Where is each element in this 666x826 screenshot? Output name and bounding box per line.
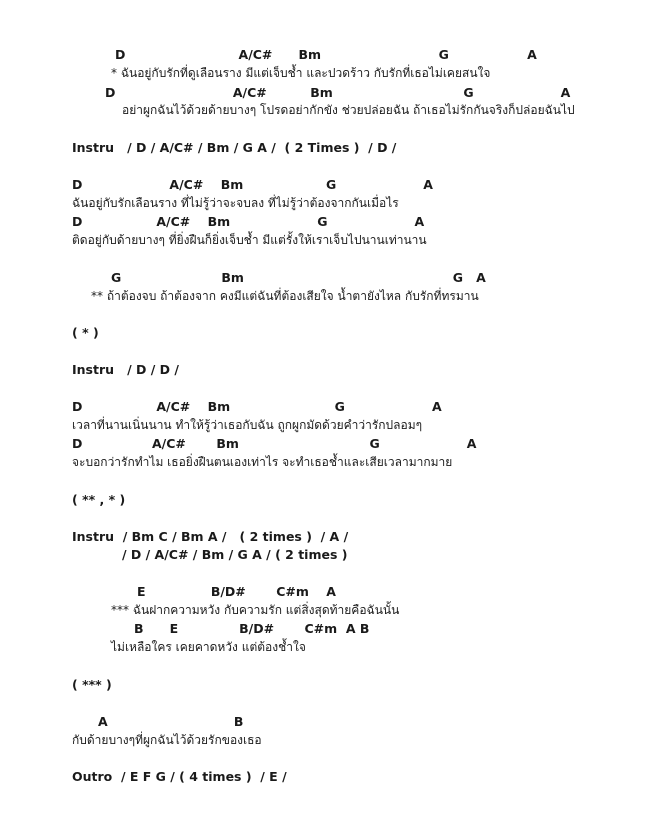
- intro-lyric-line-2: อย่าผูกฉันไว้ด้วยด้ายบางๆ โปรดอย่ากักขัง ช่วยปล่อยฉัน ถ้าเธอไม่รักกันจริงก็ปล่อยฉันไป: [122, 103, 575, 117]
- verse2-lyric-line-2: จะบอกว่ารักทำไม เธอยิ่งฝืนตนเองเท่าไร จะทำเธอช้ำและเสียเวลามากมาย: [72, 455, 453, 469]
- repeat-marker-2: ( ** , * ): [72, 492, 126, 507]
- repeat-marker-1: ( * ): [72, 325, 99, 340]
- verse1-chords-line: D A/C# Bm G A: [72, 177, 433, 192]
- verse1-chords-line-2: D A/C# Bm G A: [72, 214, 425, 229]
- instrumental-3: Instru / Bm C / Bm A / ( 2 times ) / A /: [72, 529, 349, 544]
- verse2-chords-line-2: D A/C# Bm G A: [72, 436, 477, 451]
- verse2-lyric-line: เวลาที่นานเนิ่นนาน ทำให้รู้ว่าเธอกับฉัน ถูกผูกมัดด้วยคำว่ารักปลอมๆ: [72, 418, 423, 432]
- bridge-lyric-line: *** ฉันฝากความหวัง กับความรัก แต่สิ่งสุดท้ายคือฉันนั้น: [111, 603, 400, 617]
- bridge-chords-line: E B/D# C#m A: [137, 584, 336, 599]
- chorus-lyric-line: ** ถ้าต้องจบ ถ้าต้องจาก คงมีแต่ฉันที่ต้องเสียใจ น้ำตายังไหล กับรักที่ทรมาน: [91, 289, 479, 303]
- bridge-lyric-line-2: ไม่เหลือใคร เคยคาดหวัง แต่ต้องช้ำใจ: [111, 640, 306, 654]
- verse1-lyric-line: ฉันอยู่กับรักเลือนราง ที่ไม่รู้ว่าจะจบลง ที่ไม่รู้ว่าต้องจากกันเมื่อไร: [72, 196, 399, 210]
- verse1-lyric-line-2: ติดอยู่กับด้ายบางๆ ที่ยิ่งฝืนก็ยิ่งเจ็บช้ำ มีแต่รั้งให้เราเจ็บไปนานเท่านาน: [72, 233, 427, 247]
- outro-line: Outro / E F G / ( 4 times ) / E /: [72, 769, 287, 784]
- bridge-chords-line-2: B E B/D# C#m A B: [134, 621, 370, 636]
- repeat-marker-3: ( *** ): [72, 677, 112, 692]
- chorus-chords-line: G Bm G A: [111, 270, 486, 285]
- intro-chords-line: D A/C# Bm G A: [115, 47, 537, 62]
- ending-lyric-line: กับด้ายบางๆที่ผูกฉันไว้ด้วยรักของเธอ: [72, 733, 262, 747]
- intro-chords-line-2: D A/C# Bm G A: [105, 85, 571, 100]
- instrumental-3-continued: / D / A/C# / Bm / G A / ( 2 times ): [122, 547, 348, 562]
- intro-lyric-line: * ฉันอยู่กับรักที่ดูเลือนราง มีแต่เจ็บช้ำ และปวดร้าว กับรักที่เธอไม่เคยสนใจ: [111, 66, 491, 80]
- ending-chords-line: A B: [98, 714, 244, 729]
- instrumental-1: Instru / D / A/C# / Bm / G A / ( 2 Times ) / D /: [72, 140, 397, 155]
- instrumental-2: Instru / D / D /: [72, 362, 179, 377]
- verse2-chords-line: D A/C# Bm G A: [72, 399, 442, 414]
